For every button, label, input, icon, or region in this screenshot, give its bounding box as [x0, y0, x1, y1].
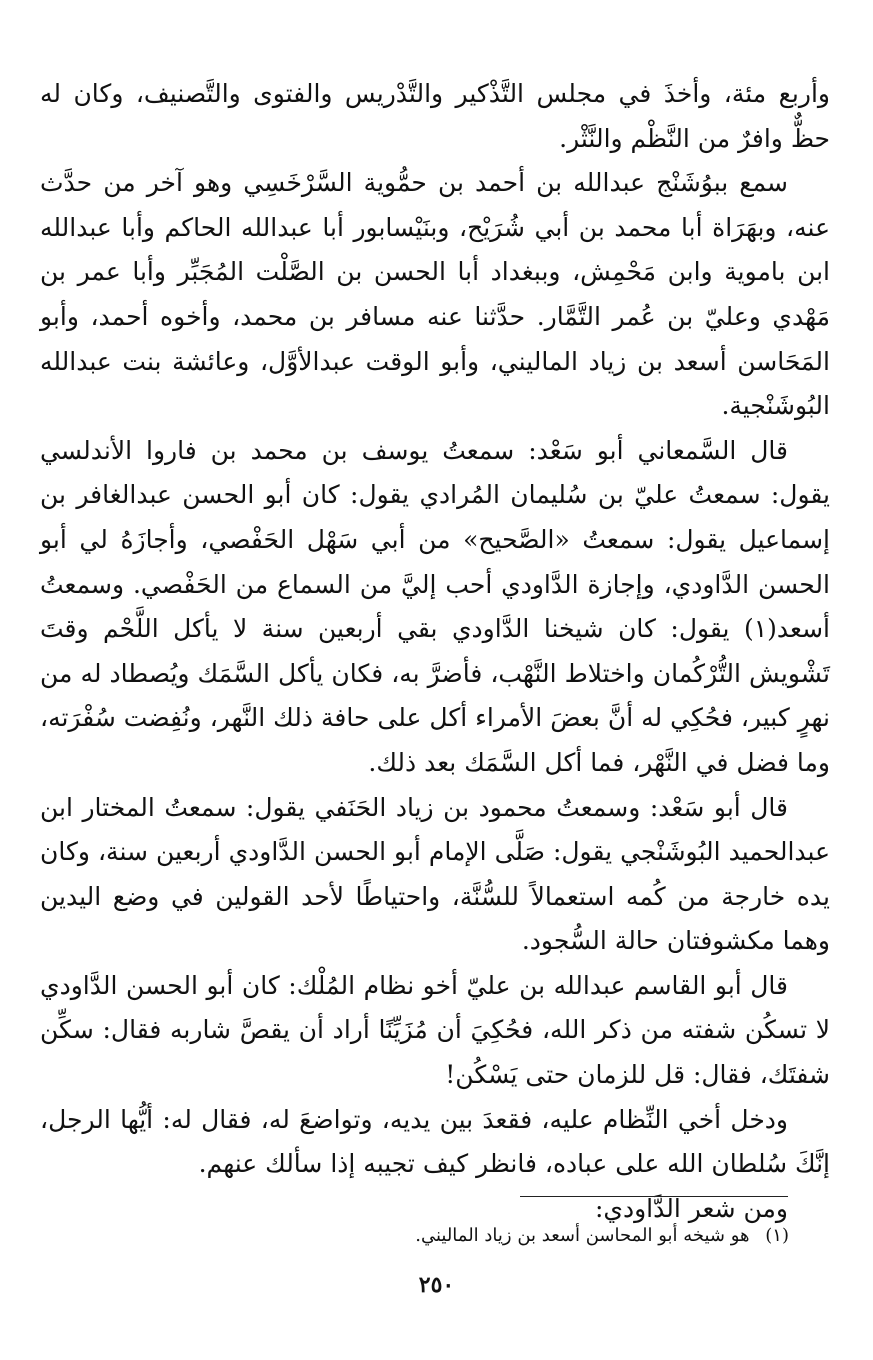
footnote-separator: [520, 1196, 788, 1197]
page-body: [40, 72, 830, 1231]
paragraph-3: قال السَّمعاني أبو سَعْد: سمعتُ يوسف بن محمد بن فاروا الأندلسي يقول: سمعتُ عليّ بن سُليمان المُرادي يقول: كان أبو الحسن عبدالغافر بن إسماعيل يقول: سمعتُ «الصَّحيح» من أبي سَهْل الحَفْصي، وأجازَهُ لي أبو الحسن الدَّاودي، وإجازة الدَّاودي أحب إليَّ من السماع من الحَفْصي. وسمعتُ أسعد(١) يقول: كان شيخنا الدَّاودي بقي أربعين سنة لا يأكل اللَّحْم وقتَ تَشْويش التُّرْكُمان واختلاط النَّهْب، فأضرَّ به، فكان يأكل السَّمَك ويُصطاد له من نهرٍ كبير، فحُكِي له أنَّ بعضَ الأمراء أكل على حافة ذلك النَّهر، ونُفِضت سُفْرَته، وما فضل في النَّهْر، فما أكل السَّمَك بعد ذلك.: [40, 435, 830, 777]
footnote-text: هو شيخه أبو المحاسن أسعد بن زياد الماليني.: [415, 1225, 750, 1246]
footnote-number: (١): [765, 1225, 789, 1246]
page-number: ٢٥٠: [418, 1272, 455, 1298]
paragraph-5: قال أبو القاسم عبدالله بن عليّ أخو نظام المُلْك: كان أبو الحسن الدَّاودي لا تسكُن شفته من ذكر الله، فحُكِيَ أن مُزَيِّنًا أراد أن يقصَّ شاربه فقال: سكِّن شفتَك، فقال: قل للزمان حتى يَسْكُن!: [40, 970, 830, 1090]
paragraph-4: قال أبو سَعْد: وسمعتُ محمود بن زياد الحَنَفي يقول: سمعتُ المختار ابن عبدالحميد البُوشَنْجي يقول: صَلَّى الإمام أبو الحسن الدَّاودي أربعين سنة، وكان يده خارجة من كُمه استعمالاً للسُّنَّة، واحتياطًا لأحد القولين في وضع اليدين وهما مكشوفتان حالة السُّجود.: [40, 792, 830, 956]
paragraph-6: ودخل أخي النِّظام عليه، فقعدَ بين يديه، وتواضعَ له، فقال له: أيُّها الرجل، إنَّكَ سُلطان الله على عباده، فانظر كيف تجيبه إذا سألك عنهم.: [40, 1104, 830, 1179]
paragraph-1: وأربع مئة، وأخذَ في مجلس التَّذْكير والتَّدْريس والفتوى والتَّصنيف، وكان له حظٌّ وافرٌ من النَّظْم والنَّثْر.: [40, 79, 830, 153]
paragraph-2: سمع ببوُشَنْج عبدالله بن أحمد بن حمُّوية السَّرْخَسِي وهو آخر من حدَّث عنه، وبهَرَاة أبا محمد بن أبي شُرَيْح، وبنَيْسابور أبا عبدالله الحاكم وأبا عبدالله ابن باموية وابن مَحْمِش، وببغداد أبا الحسن بن الصَّلْت المُجَبِّر وأبا عمر بن مَهْدي وعليّ بن عُمر التَّمَّار. حدَّثنا عنه مسافر بن محمد، وأخوه أحمد، وأبو المَحَاسن أسعد بن زياد الماليني، وأبو الوقت عبدالأوَّل، وعائشة بنت عبدالله البُوشَنْجية.: [40, 168, 830, 421]
paragraph-7: ومن شعر الدَّاودي:: [594, 1193, 788, 1223]
footnote: [89, 1222, 789, 1250]
